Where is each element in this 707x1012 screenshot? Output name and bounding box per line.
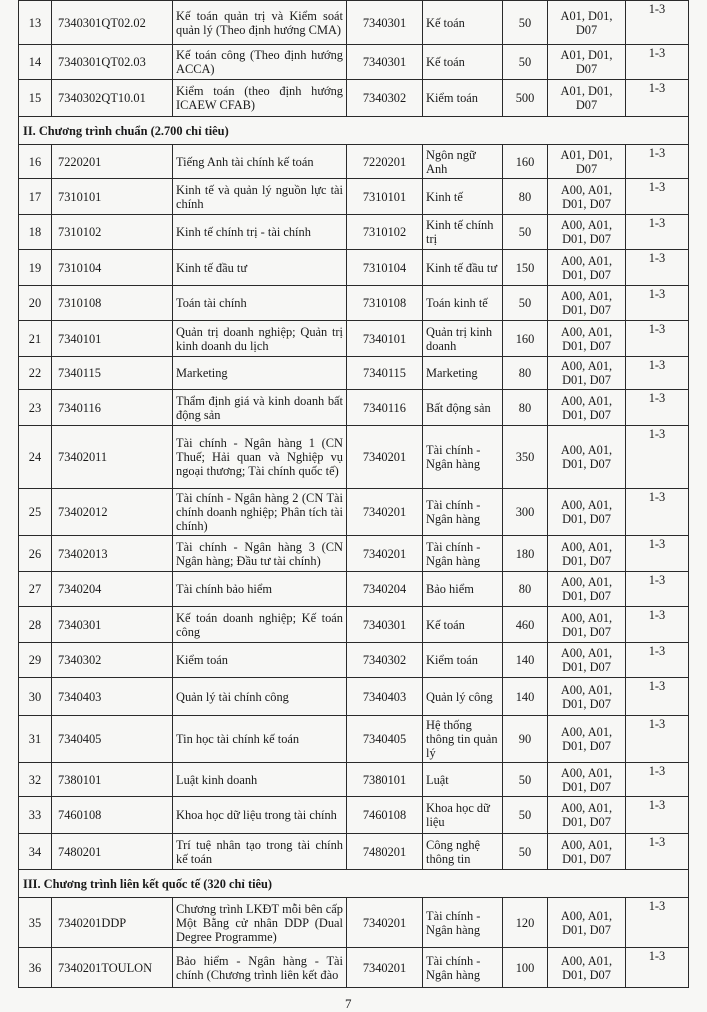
major-group-cell: Kinh tế — [423, 179, 503, 215]
major-group-cell: Kiểm toán — [423, 80, 503, 117]
program-code-cell: 7460108 — [52, 797, 173, 834]
program-code-cell: 7340115 — [52, 357, 173, 390]
major-code-cell: 7310102 — [347, 215, 423, 250]
program-name-cell: Trí tuệ nhân tạo trong tài chính kế toán — [173, 834, 347, 870]
major-group-cell: Khoa học dữ liệu — [423, 797, 503, 834]
major-code-cell: 7340201 — [347, 536, 423, 572]
major-code-cell: 7480201 — [347, 834, 423, 870]
subject-combinations-cell: A00, A01, D01, D07 — [548, 536, 626, 572]
program-code-cell: 7340301 — [52, 607, 173, 643]
program-code-cell: 7310101 — [52, 179, 173, 215]
reference-cell: 1-3 — [626, 716, 689, 763]
reference-cell: 1-3 — [626, 572, 689, 607]
major-code-cell: 7340405 — [347, 716, 423, 763]
program-code-cell: 7340301QT02.02 — [52, 1, 173, 45]
reference-cell: 1-3 — [626, 45, 689, 80]
program-code-cell: 7340116 — [52, 390, 173, 426]
program-code-cell: 7340301QT02.03 — [52, 45, 173, 80]
program-name-cell: Tài chính - Ngân hàng 2 (CN Tài chính doanh nghiệp; Phân tích tài chính) — [173, 489, 347, 536]
program-code-cell: 73402011 — [52, 426, 173, 489]
major-code-cell: 7220201 — [347, 145, 423, 179]
subject-combinations-cell: A00, A01, D01, D07 — [548, 215, 626, 250]
section-row-international — [19, 870, 689, 898]
program-name-cell: Toán tài chính — [173, 286, 347, 321]
major-group-cell: Bảo hiểm — [423, 572, 503, 607]
program-code-cell: 7220201 — [52, 145, 173, 179]
program-name-cell: Quản trị doanh nghiệp; Quản trị kinh doanh du lịch — [173, 321, 347, 357]
program-code-cell: 7380101 — [52, 763, 173, 797]
major-group-cell: Luật — [423, 763, 503, 797]
table-row — [19, 898, 689, 948]
major-code-cell: 7340201 — [347, 426, 423, 489]
subject-combinations-cell: A00, A01, D01, D07 — [548, 716, 626, 763]
major-group-cell: Kiểm toán — [423, 643, 503, 678]
major-group-cell: Tài chính - Ngân hàng — [423, 898, 503, 948]
section-title: III. Chương trình liên kết quốc tế (320 chỉ tiêu) — [19, 870, 689, 898]
quota-cell: 50 — [503, 1, 548, 45]
quota-cell: 50 — [503, 286, 548, 321]
quota-cell: 140 — [503, 643, 548, 678]
table-row — [19, 179, 689, 215]
row-number-cell: 17 — [19, 179, 52, 215]
table-row — [19, 80, 689, 117]
table-row — [19, 643, 689, 678]
major-code-cell: 7310108 — [347, 286, 423, 321]
program-code-cell: 73402013 — [52, 536, 173, 572]
quota-cell: 90 — [503, 716, 548, 763]
section-title: II. Chương trình chuẩn (2.700 chỉ tiêu) — [19, 117, 689, 145]
table-row — [19, 763, 689, 797]
row-number-cell: 25 — [19, 489, 52, 536]
subject-combinations-cell: A01, D01, D07 — [548, 45, 626, 80]
reference-cell: 1-3 — [626, 426, 689, 489]
subject-combinations-cell: A00, A01, D01, D07 — [548, 390, 626, 426]
row-number-cell: 30 — [19, 678, 52, 716]
program-name-cell: Tiếng Anh tài chính kế toán — [173, 145, 347, 179]
subject-combinations-cell: A01, D01, D07 — [548, 1, 626, 45]
table-row — [19, 948, 689, 988]
major-code-cell: 7380101 — [347, 763, 423, 797]
row-number-cell: 36 — [19, 948, 52, 988]
row-number-cell: 15 — [19, 80, 52, 117]
reference-cell: 1-3 — [626, 357, 689, 390]
program-code-cell: 7340101 — [52, 321, 173, 357]
major-code-cell: 7340101 — [347, 321, 423, 357]
reference-cell: 1-3 — [626, 179, 689, 215]
major-code-cell: 7340301 — [347, 607, 423, 643]
reference-cell: 1-3 — [626, 643, 689, 678]
program-name-cell: Tin học tài chính kế toán — [173, 716, 347, 763]
section-row-standard — [19, 117, 689, 145]
major-group-cell: Kế toán — [423, 1, 503, 45]
program-name-cell: Kinh tế đầu tư — [173, 250, 347, 286]
major-group-cell: Quản trị kinh doanh — [423, 321, 503, 357]
program-name-cell: Luật kinh doanh — [173, 763, 347, 797]
program-name-cell: Tài chính bảo hiểm — [173, 572, 347, 607]
subject-combinations-cell: A00, A01, D01, D07 — [548, 834, 626, 870]
reference-cell: 1-3 — [626, 286, 689, 321]
table-row — [19, 321, 689, 357]
major-code-cell: 7310101 — [347, 179, 423, 215]
subject-combinations-cell: A00, A01, D01, D07 — [548, 426, 626, 489]
quota-cell: 50 — [503, 763, 548, 797]
major-code-cell: 7460108 — [347, 797, 423, 834]
quota-cell: 300 — [503, 489, 548, 536]
program-name-cell: Bảo hiểm - Ngân hàng - Tài chính (Chương trình liên kết đào — [173, 948, 347, 988]
major-group-cell: Kế toán — [423, 607, 503, 643]
major-group-cell: Kinh tế chính trị — [423, 215, 503, 250]
major-group-cell: Bất động sản — [423, 390, 503, 426]
major-group-cell: Toán kinh tế — [423, 286, 503, 321]
reference-cell: 1-3 — [626, 390, 689, 426]
quota-cell: 350 — [503, 426, 548, 489]
table-row — [19, 489, 689, 536]
major-group-cell: Marketing — [423, 357, 503, 390]
table-row — [19, 834, 689, 870]
quota-cell: 50 — [503, 797, 548, 834]
program-code-cell: 7340403 — [52, 678, 173, 716]
major-code-cell: 7340115 — [347, 357, 423, 390]
program-name-cell: Khoa học dữ liệu trong tài chính — [173, 797, 347, 834]
subject-combinations-cell: A00, A01, D01, D07 — [548, 357, 626, 390]
table-row — [19, 607, 689, 643]
major-code-cell: 7340201 — [347, 489, 423, 536]
table-row — [19, 426, 689, 489]
subject-combinations-cell: A00, A01, D01, D07 — [548, 898, 626, 948]
reference-cell: 1-3 — [626, 1, 689, 45]
major-code-cell: 7340201 — [347, 948, 423, 988]
program-code-cell: 7310108 — [52, 286, 173, 321]
page-number: 7 — [345, 996, 352, 1011]
subject-combinations-cell: A00, A01, D01, D07 — [548, 763, 626, 797]
program-code-cell: 7340405 — [52, 716, 173, 763]
row-number-cell: 19 — [19, 250, 52, 286]
quota-cell: 50 — [503, 834, 548, 870]
quota-cell: 500 — [503, 80, 548, 117]
quota-cell: 150 — [503, 250, 548, 286]
row-number-cell: 32 — [19, 763, 52, 797]
program-code-cell: 7480201 — [52, 834, 173, 870]
row-number-cell: 35 — [19, 898, 52, 948]
program-name-cell: Kinh tế và quản lý nguồn lực tài chính — [173, 179, 347, 215]
table-row — [19, 357, 689, 390]
quota-cell: 50 — [503, 215, 548, 250]
subject-combinations-cell: A00, A01, D01, D07 — [548, 489, 626, 536]
program-name-cell: Marketing — [173, 357, 347, 390]
quota-cell: 100 — [503, 948, 548, 988]
table-row — [19, 797, 689, 834]
program-code-cell: 7310102 — [52, 215, 173, 250]
major-code-cell: 7340403 — [347, 678, 423, 716]
quota-cell: 160 — [503, 321, 548, 357]
reference-cell: 1-3 — [626, 80, 689, 117]
program-name-cell: Kiểm toán — [173, 643, 347, 678]
subject-combinations-cell: A00, A01, D01, D07 — [548, 179, 626, 215]
quota-cell: 80 — [503, 572, 548, 607]
major-code-cell: 7340116 — [347, 390, 423, 426]
major-group-cell: Quản lý công — [423, 678, 503, 716]
major-code-cell: 7340302 — [347, 643, 423, 678]
table-row — [19, 286, 689, 321]
program-code-cell: 7340204 — [52, 572, 173, 607]
subject-combinations-cell: A01, D01, D07 — [548, 145, 626, 179]
program-name-cell: Chương trình LKĐT mỗi bên cấp Một Bằng cử nhân DDP (Dual Degree Programme) — [173, 898, 347, 948]
major-group-cell: Tài chính - Ngân hàng — [423, 948, 503, 988]
program-name-cell: Tài chính - Ngân hàng 3 (CN Ngân hàng; Đầu tư tài chính) — [173, 536, 347, 572]
row-number-cell: 34 — [19, 834, 52, 870]
quota-cell: 180 — [503, 536, 548, 572]
reference-cell: 1-3 — [626, 321, 689, 357]
major-group-cell: Tài chính - Ngân hàng — [423, 426, 503, 489]
subject-combinations-cell: A00, A01, D01, D07 — [548, 572, 626, 607]
major-code-cell: 7340201 — [347, 898, 423, 948]
major-code-cell: 7340301 — [347, 1, 423, 45]
subject-combinations-cell: A00, A01, D01, D07 — [548, 286, 626, 321]
row-number-cell: 16 — [19, 145, 52, 179]
program-name-cell: Kinh tế chính trị - tài chính — [173, 215, 347, 250]
program-name-cell: Kế toán quản trị và Kiểm soát quản lý (Theo định hướng CMA) — [173, 1, 347, 45]
program-name-cell: Kế toán doanh nghiệp; Kế toán công — [173, 607, 347, 643]
table-row — [19, 45, 689, 80]
row-number-cell: 27 — [19, 572, 52, 607]
row-number-cell: 33 — [19, 797, 52, 834]
quota-cell: 50 — [503, 45, 548, 80]
row-number-cell: 31 — [19, 716, 52, 763]
reference-cell: 1-3 — [626, 250, 689, 286]
quota-cell: 140 — [503, 678, 548, 716]
major-group-cell: Tài chính - Ngân hàng — [423, 536, 503, 572]
program-code-cell: 7340201TOULON — [52, 948, 173, 988]
row-number-cell: 28 — [19, 607, 52, 643]
major-group-cell: Tài chính - Ngân hàng — [423, 489, 503, 536]
program-code-cell: 7340201DDP — [52, 898, 173, 948]
quota-cell: 160 — [503, 145, 548, 179]
program-code-cell: 7340302 — [52, 643, 173, 678]
subject-combinations-cell: A00, A01, D01, D07 — [548, 797, 626, 834]
quota-cell: 80 — [503, 357, 548, 390]
reference-cell: 1-3 — [626, 797, 689, 834]
row-number-cell: 22 — [19, 357, 52, 390]
reference-cell: 1-3 — [626, 834, 689, 870]
row-number-cell: 14 — [19, 45, 52, 80]
table-row — [19, 678, 689, 716]
reference-cell: 1-3 — [626, 607, 689, 643]
subject-combinations-cell: A00, A01, D01, D07 — [548, 321, 626, 357]
program-code-cell: 7310104 — [52, 250, 173, 286]
row-number-cell: 13 — [19, 1, 52, 45]
quota-cell: 80 — [503, 179, 548, 215]
reference-cell: 1-3 — [626, 763, 689, 797]
table-row — [19, 536, 689, 572]
subject-combinations-cell: A00, A01, D01, D07 — [548, 250, 626, 286]
major-group-cell: Ngôn ngữ Anh — [423, 145, 503, 179]
reference-cell: 1-3 — [626, 215, 689, 250]
row-number-cell: 20 — [19, 286, 52, 321]
major-group-cell: Công nghệ thông tin — [423, 834, 503, 870]
reference-cell: 1-3 — [626, 898, 689, 948]
row-number-cell: 23 — [19, 390, 52, 426]
major-group-cell: Kế toán — [423, 45, 503, 80]
major-code-cell: 7310104 — [347, 250, 423, 286]
row-number-cell: 21 — [19, 321, 52, 357]
program-name-cell: Tài chính - Ngân hàng 1 (CN Thuế; Hải quan và Nghiệp vụ ngoại thương; Tài chính quốc tế) — [173, 426, 347, 489]
row-number-cell: 26 — [19, 536, 52, 572]
row-number-cell: 18 — [19, 215, 52, 250]
subject-combinations-cell: A00, A01, D01, D07 — [548, 607, 626, 643]
subject-combinations-cell: A00, A01, D01, D07 — [548, 678, 626, 716]
row-number-cell: 29 — [19, 643, 52, 678]
program-name-cell: Kế toán công (Theo định hướng ACCA) — [173, 45, 347, 80]
quota-cell: 120 — [503, 898, 548, 948]
table-row — [19, 572, 689, 607]
reference-cell: 1-3 — [626, 536, 689, 572]
program-name-cell: Quản lý tài chính công — [173, 678, 347, 716]
major-group-cell: Hệ thống thông tin quản lý — [423, 716, 503, 763]
table-row — [19, 1, 689, 45]
program-name-cell: Kiểm toán (theo định hướng ICAEW CFAB) — [173, 80, 347, 117]
quota-cell: 80 — [503, 390, 548, 426]
admissions-table — [18, 0, 689, 988]
program-code-cell: 7340302QT10.01 — [52, 80, 173, 117]
program-name-cell: Thẩm định giá và kinh doanh bất động sản — [173, 390, 347, 426]
subject-combinations-cell: A00, A01, D01, D07 — [548, 643, 626, 678]
reference-cell: 1-3 — [626, 678, 689, 716]
table-row — [19, 145, 689, 179]
table-row — [19, 250, 689, 286]
major-code-cell: 7340302 — [347, 80, 423, 117]
row-number-cell: 24 — [19, 426, 52, 489]
program-code-cell: 73402012 — [52, 489, 173, 536]
reference-cell: 1-3 — [626, 145, 689, 179]
major-code-cell: 7340204 — [347, 572, 423, 607]
major-group-cell: Kinh tế đầu tư — [423, 250, 503, 286]
table-row — [19, 390, 689, 426]
reference-cell: 1-3 — [626, 489, 689, 536]
quota-cell: 460 — [503, 607, 548, 643]
reference-cell: 1-3 — [626, 948, 689, 988]
table-row — [19, 215, 689, 250]
table-row — [19, 716, 689, 763]
subject-combinations-cell: A00, A01, D01, D07 — [548, 948, 626, 988]
subject-combinations-cell: A01, D01, D07 — [548, 80, 626, 117]
major-code-cell: 7340301 — [347, 45, 423, 80]
